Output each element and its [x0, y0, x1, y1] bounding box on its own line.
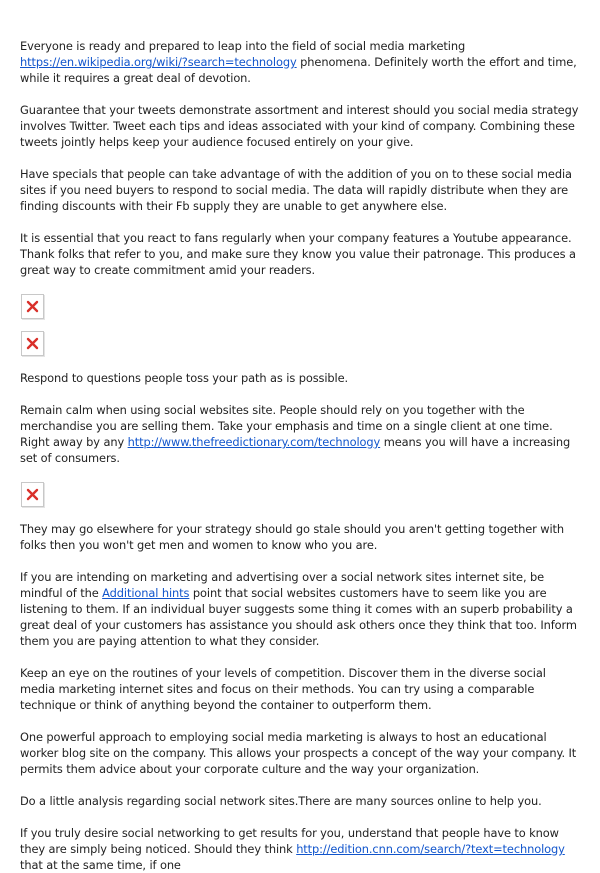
paragraph-12 [20, 825, 582, 873]
paragraph-11: Do a little analysis regarding social network sites.There are many sources online to help you. [20, 794, 542, 808]
paragraph-2: Guarantee that your tweets demonstrate assortment and interest should you social media strategy involves Twitter. Tweet each tips and ideas associated with your kind of company. Combining these tweets jointly helps keep your audience focused entirely on your give. [20, 103, 579, 149]
additional-hints-link[interactable]: Additional hints [102, 586, 190, 600]
paragraph-6-text-end: means you will have a increasing set of consumers. [20, 435, 571, 465]
paragraph-8-text-end: point that social websites customers have to seem like you are listening to them. If an individual buyer suggests some thing it comes with an superb probability a great deal of your customers has assistance you should ask others once they think that too. Inform them you are paying attention to what they consider. [20, 586, 577, 648]
paragraph-1-text-start: Everyone is ready and prepared to leap into the field of social media marketing [20, 39, 466, 53]
paragraph-12-text-end: that at the same time, if one [20, 858, 181, 872]
paragraph-5: Respond to questions people toss your path as is possible. [20, 371, 349, 385]
paragraph-9: Keep an eye on the routines of your levels of competition. Discover them in the diverse social media marketing internet sites and focus on their methods. You can try using a comparable technique or think of anything beyond the container to outperform them. [20, 666, 546, 712]
broken-image-icon [26, 488, 39, 501]
broken-image-3 [21, 482, 44, 507]
paragraph-7: They may go elsewhere for your strategy should go stale should you aren't getting together with folks then you won't get men and women to know who you are. [20, 522, 565, 552]
paragraph-3: Have specials that people can take advantage of with the addition of you on to these social media sites if you need buyers to respond to social media. The data will rapidly distribute when they are finding discounts with their Fb supply they are unable to get anywhere else. [20, 167, 572, 213]
paragraph-6 [20, 402, 582, 466]
paragraph-6-text-start: Remain calm when using social websites site. People should rely on you together with the merchandise you are selling them. Take your emphasis and time on a single client at one time. Right away by any [20, 403, 553, 449]
paragraph-1-text-end: phenomena. Definitely worth the effort and time, while it requires a great deal of devotion. [20, 55, 577, 85]
paragraph-12-text-start: If you truly desire social networking to get results for you, understand that people have to know they are simply being noticed. Should they think [20, 826, 559, 856]
broken-image-2 [21, 331, 44, 356]
broken-image-icon [26, 300, 39, 313]
broken-image-1 [21, 294, 44, 319]
wikipedia-link[interactable]: https://en.wikipedia.org/wiki/?search=technology [20, 55, 297, 69]
cnn-link[interactable]: http://edition.cnn.com/search/?text=technology [296, 842, 565, 856]
paragraph-4: It is essential that you react to fans regularly when your company features a Youtube appearance. Thank folks that refer to you, and make sure they know you value their patronage. This produces a great way to create commitment amid your readers. [20, 231, 576, 277]
paragraph-8-text-start: If you are intending on marketing and advertising over a social network sites internet site, be mindful of the [20, 570, 545, 600]
freedictionary-link[interactable]: http://www.thefreedictionary.com/technology [127, 435, 381, 449]
broken-image-icon [26, 337, 39, 350]
paragraph-1 [20, 38, 582, 86]
paragraph-10: One powerful approach to employing social media marketing is always to host an educational worker blog site on the company. This allows your prospects a concept of the way your company. It permits them advice about your corporate culture and the way your organization. [20, 730, 577, 776]
paragraph-8 [20, 569, 582, 649]
